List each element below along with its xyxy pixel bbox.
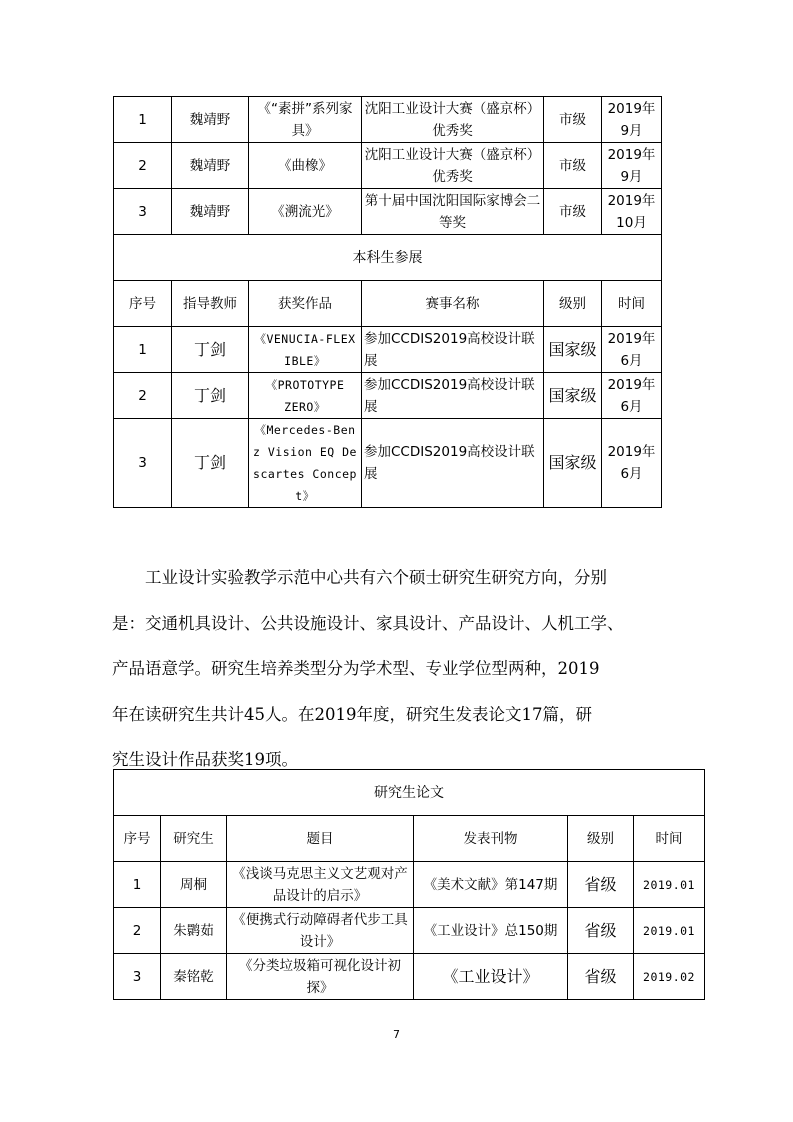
cell-time: 2019年9月 bbox=[602, 97, 662, 143]
cell-no: 3 bbox=[114, 189, 172, 235]
cell-event: 沈阳工业设计大赛（盛京杯）优秀奖 bbox=[362, 143, 544, 189]
table-row bbox=[114, 189, 662, 235]
cell-work: 《Mercedes-Benz Vision EQ Descartes Concept》 bbox=[249, 419, 362, 508]
cell-journal: 《工业设计》 bbox=[414, 954, 568, 1000]
cell-title: 《浅谈马克思主义文艺观对产品设计的启示》 bbox=[227, 862, 414, 908]
cell-no: 1 bbox=[114, 862, 161, 908]
cell-no: 3 bbox=[114, 419, 172, 508]
cell-no: 1 bbox=[114, 327, 172, 373]
cell-work: 《曲橡》 bbox=[249, 143, 362, 189]
cell-teacher: 魏靖野 bbox=[172, 143, 249, 189]
cell-time: 2019.01 bbox=[634, 908, 705, 954]
cell-no: 2 bbox=[114, 143, 172, 189]
cell-work: 《VENUCIA-FLEXIBLE》 bbox=[249, 327, 362, 373]
cell-student: 朱鹮茹 bbox=[161, 908, 227, 954]
papers-table bbox=[113, 769, 705, 1000]
cell-time: 2019年6月 bbox=[602, 373, 662, 419]
cell-no: 3 bbox=[114, 954, 161, 1000]
cell-event: 参加CCDIS2019高校设计联展 bbox=[362, 419, 544, 508]
table-row bbox=[114, 327, 662, 373]
cell-student: 秦铭乾 bbox=[161, 954, 227, 1000]
cell-time: 2019年6月 bbox=[602, 327, 662, 373]
header-row bbox=[114, 281, 662, 327]
cell-level: 市级 bbox=[544, 189, 602, 235]
cell-no: 1 bbox=[114, 97, 172, 143]
cell-level: 市级 bbox=[544, 143, 602, 189]
header-row bbox=[114, 816, 705, 862]
awards-table bbox=[113, 96, 662, 508]
table-row bbox=[114, 954, 705, 1000]
cell-event: 参加CCDIS2019高校设计联展 bbox=[362, 327, 544, 373]
section-row bbox=[114, 235, 662, 281]
column-header: 获奖作品 bbox=[249, 281, 362, 327]
cell-title: 《便携式行动障碍者代步工具设计》 bbox=[227, 908, 414, 954]
cell-teacher: 丁剑 bbox=[172, 327, 249, 373]
paragraph-line: 年在读研究生共计45人。在2019年度，研究生发表论文17篇，研 bbox=[112, 704, 592, 724]
table-row bbox=[114, 908, 705, 954]
cell-level: 国家级 bbox=[544, 419, 602, 508]
section-title: 本科生参展 bbox=[114, 235, 662, 281]
cell-work: 《溯流光》 bbox=[249, 189, 362, 235]
column-header: 级别 bbox=[544, 281, 602, 327]
section-title: 研究生论文 bbox=[114, 770, 705, 816]
cell-level: 省级 bbox=[568, 954, 634, 1000]
page-number: 7 bbox=[393, 1028, 400, 1041]
cell-teacher: 丁剑 bbox=[172, 373, 249, 419]
cell-teacher: 魏靖野 bbox=[172, 189, 249, 235]
cell-time: 2019.01 bbox=[634, 862, 705, 908]
section-row bbox=[114, 770, 705, 816]
cell-title: 《分类垃圾箱可视化设计初探》 bbox=[227, 954, 414, 1000]
cell-time: 2019.02 bbox=[634, 954, 705, 1000]
column-header: 发表刊物 bbox=[414, 816, 568, 862]
table-row bbox=[114, 97, 662, 143]
column-header: 指导教师 bbox=[172, 281, 249, 327]
cell-teacher: 丁剑 bbox=[172, 419, 249, 508]
cell-event: 第十届中国沈阳国际家博会二等奖 bbox=[362, 189, 544, 235]
table-row bbox=[114, 143, 662, 189]
paragraph-line: 产品语意学。研究生培养类型分为学术型、专业学位型两种，2019 bbox=[112, 659, 600, 678]
column-header: 题目 bbox=[227, 816, 414, 862]
cell-work: 《PROTOTYPE ZERO》 bbox=[249, 373, 362, 419]
cell-level: 国家级 bbox=[544, 373, 602, 419]
body-paragraph bbox=[112, 555, 692, 783]
column-header: 赛事名称 bbox=[362, 281, 544, 327]
cell-journal: 《工业设计》总150期 bbox=[414, 908, 568, 954]
cell-event: 沈阳工业设计大赛（盛京杯）优秀奖 bbox=[362, 97, 544, 143]
column-header: 级别 bbox=[568, 816, 634, 862]
cell-level: 省级 bbox=[568, 862, 634, 908]
paragraph-line: 是：交通机具设计、公共设施设计、家具设计、产品设计、人机工学、 bbox=[112, 613, 624, 633]
paragraph-line: 工业设计实验教学示范中心共有六个硕士研究生研究方向，分别 bbox=[145, 568, 607, 587]
column-header: 时间 bbox=[602, 281, 662, 327]
column-header: 研究生 bbox=[161, 816, 227, 862]
cell-level: 省级 bbox=[568, 908, 634, 954]
cell-no: 2 bbox=[114, 373, 172, 419]
table-row bbox=[114, 862, 705, 908]
table-row bbox=[114, 419, 662, 508]
table-row bbox=[114, 373, 662, 419]
cell-student: 周桐 bbox=[161, 862, 227, 908]
column-header: 时间 bbox=[634, 816, 705, 862]
column-header: 序号 bbox=[114, 281, 172, 327]
cell-no: 2 bbox=[114, 908, 161, 954]
cell-journal: 《美术文献》第147期 bbox=[414, 862, 568, 908]
cell-work: 《“素拼”系列家具》 bbox=[249, 97, 362, 143]
cell-time: 2019年6月 bbox=[602, 419, 662, 508]
cell-teacher: 魏靖野 bbox=[172, 97, 249, 143]
paragraph-line: 究生设计作品获奖19项。 bbox=[112, 750, 298, 769]
cell-time: 2019年10月 bbox=[602, 189, 662, 235]
cell-level: 市级 bbox=[544, 97, 602, 143]
column-header: 序号 bbox=[114, 816, 161, 862]
cell-time: 2019年9月 bbox=[602, 143, 662, 189]
cell-event: 参加CCDIS2019高校设计联展 bbox=[362, 373, 544, 419]
cell-level: 国家级 bbox=[544, 327, 602, 373]
